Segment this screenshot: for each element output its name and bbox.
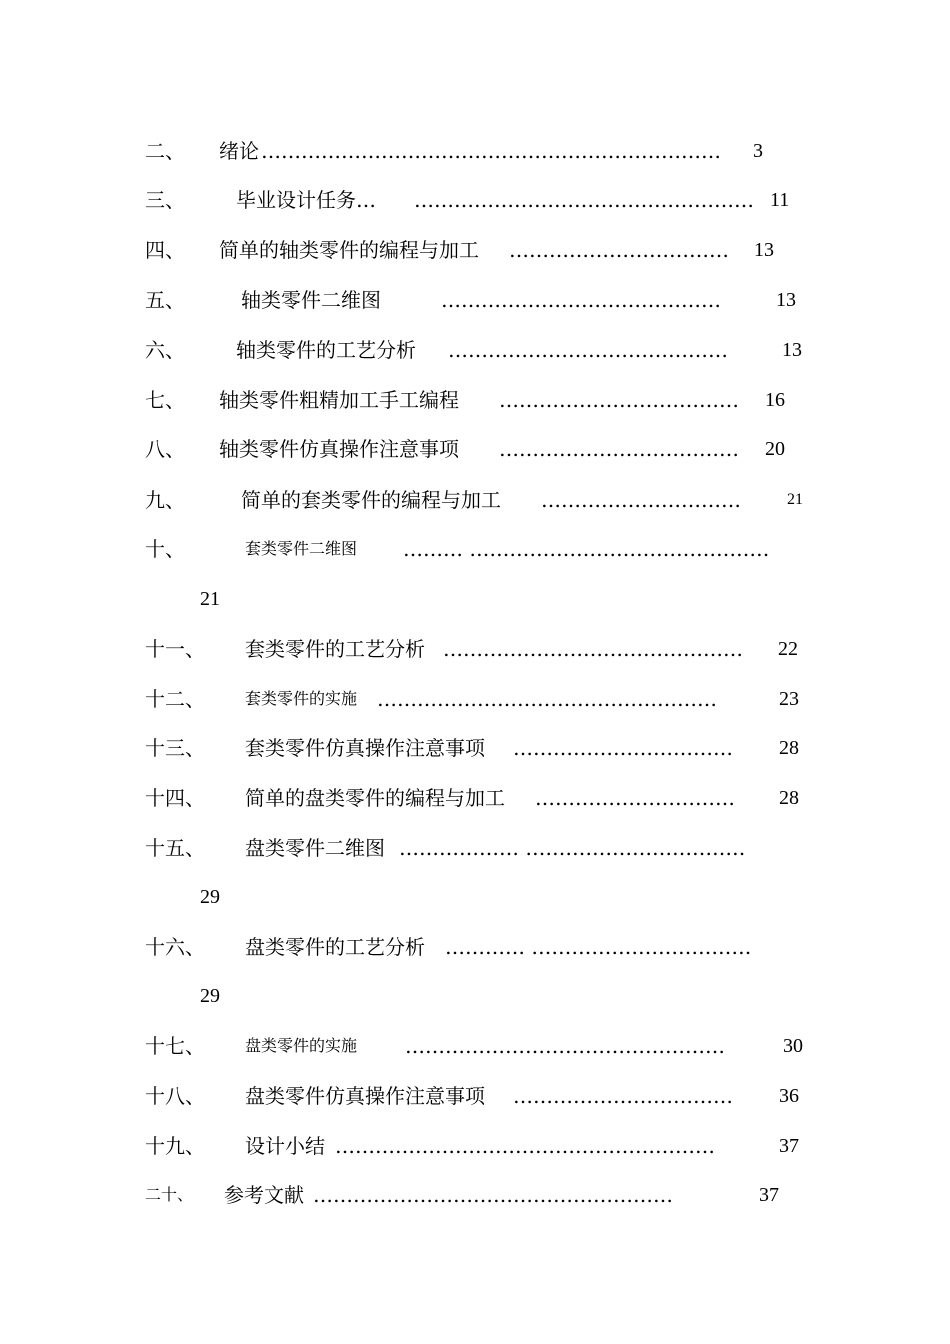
- toc-title: 设计小结: [245, 1134, 325, 1158]
- toc-entry: [145, 136, 775, 166]
- toc-leader: ……………………………………………………………: [261, 139, 721, 163]
- toc-title: 轴类零件粗精加工手工编程: [219, 388, 459, 412]
- toc-title: 轴类零件二维图: [241, 288, 381, 312]
- toc-entry: [145, 634, 810, 664]
- toc-entry: [145, 534, 810, 564]
- toc-leader: …………………………………………: [405, 1034, 725, 1058]
- toc-entry: [145, 1131, 810, 1161]
- toc-entry: [145, 485, 810, 515]
- toc-title: 套类零件的实施: [245, 689, 358, 708]
- toc-entry: [145, 1031, 810, 1061]
- toc-page: 13: [776, 289, 796, 311]
- toc-leader: ………………………………: [499, 437, 739, 461]
- toc-entry: [145, 335, 805, 365]
- toc-page: 22: [778, 638, 798, 660]
- toc-number: 六、: [145, 338, 185, 362]
- toc-leader: ……… ………………………………………: [403, 537, 770, 561]
- toc-title: 盘类零件的实施: [245, 1036, 358, 1055]
- toc-leader: ……………………………: [513, 1084, 733, 1108]
- toc-entry: [145, 434, 795, 464]
- toc-number: 十一、: [145, 637, 205, 661]
- toc-page: 28: [779, 737, 799, 759]
- toc-leader: ……………………………: [513, 736, 733, 760]
- toc-number: 八、: [145, 437, 185, 461]
- toc-title: 套类零件的工艺分析: [245, 637, 425, 661]
- toc-leader: ……………………………………: [448, 338, 728, 362]
- toc-entry: [145, 285, 805, 315]
- toc-number: 九、: [145, 488, 185, 512]
- toc-entry: [145, 1180, 790, 1210]
- toc-entry: [145, 235, 785, 265]
- toc-number: 十四、: [145, 786, 205, 810]
- toc-page: 36: [779, 1085, 799, 1107]
- toc-title: 盘类零件二维图: [245, 836, 385, 860]
- toc-entry: [145, 385, 795, 415]
- toc-title: 毕业设计任务…: [236, 188, 376, 212]
- toc-entry: [145, 684, 810, 714]
- toc-page: 11: [770, 189, 790, 211]
- toc-title: 简单的盘类零件的编程与加工: [245, 786, 505, 810]
- toc-entry: [145, 733, 810, 763]
- toc-page-continued: 29: [200, 886, 220, 908]
- toc-number: 二十、: [145, 1185, 194, 1204]
- toc-leader: ………………………………: [499, 388, 739, 412]
- toc-title: 盘类零件仿真操作注意事项: [245, 1084, 485, 1108]
- toc-title: 套类零件二维图: [245, 539, 358, 558]
- toc-page: 20: [765, 438, 785, 460]
- toc-page: 23: [779, 688, 799, 710]
- toc-leader: …………………………: [541, 488, 741, 512]
- toc-title: 轴类零件仿真操作注意事项: [219, 437, 459, 461]
- toc-number: 七、: [145, 388, 185, 412]
- toc-number: 十七、: [145, 1034, 205, 1058]
- toc-number: 五、: [145, 288, 185, 312]
- toc-page: 3: [753, 140, 763, 162]
- toc-leader: …………………………………………………: [335, 1134, 715, 1158]
- toc-entry: [145, 783, 810, 813]
- toc-number: 十二、: [145, 687, 205, 711]
- toc-number: 十三、: [145, 736, 205, 760]
- toc-number: 十五、: [145, 836, 205, 860]
- toc-number: 十九、: [145, 1134, 205, 1158]
- toc-page: 30: [783, 1035, 803, 1057]
- toc-page: 37: [779, 1135, 799, 1157]
- toc-leader: ………………………………………: [443, 637, 743, 661]
- toc-number: 十八、: [145, 1084, 205, 1108]
- toc-number: 四、: [145, 238, 185, 262]
- toc-number: 十、: [145, 537, 185, 561]
- toc-entry: [145, 833, 810, 863]
- toc-entry: [145, 185, 795, 215]
- toc-page: 28: [779, 787, 799, 809]
- toc-leader: ……………… ……………………………: [399, 836, 746, 860]
- toc-leader: ……………………………………………: [414, 188, 754, 212]
- toc-title: 套类零件仿真操作注意事项: [245, 736, 485, 760]
- toc-page: 16: [765, 389, 785, 411]
- toc-leader: ………………………………………………: [313, 1183, 673, 1207]
- toc-title: 盘类零件的工艺分析: [245, 935, 425, 959]
- toc-entry: [145, 932, 810, 962]
- toc-leader: ……………………………………………: [377, 687, 717, 711]
- toc-number: 三、: [145, 188, 185, 212]
- toc-page-continued: 21: [200, 588, 220, 610]
- toc-page: 21: [787, 491, 803, 508]
- toc-page: 13: [782, 339, 802, 361]
- toc-entry: [145, 1081, 810, 1111]
- toc-leader: ………… ……………………………: [445, 935, 752, 959]
- toc-title: 简单的轴类零件的编程与加工: [219, 238, 479, 262]
- toc-title: 绪论: [219, 139, 259, 163]
- toc-title: 简单的套类零件的编程与加工: [241, 488, 501, 512]
- toc-page: 37: [759, 1184, 779, 1206]
- toc-number: 二、: [145, 139, 185, 163]
- toc-page: 13: [754, 239, 774, 261]
- toc-leader: ……………………………: [509, 238, 729, 262]
- toc-leader: ……………………………………: [441, 288, 721, 312]
- toc-title: 参考文献: [224, 1183, 304, 1207]
- toc-leader: …………………………: [535, 786, 735, 810]
- toc-page-continued: 29: [200, 985, 220, 1007]
- toc-title: 轴类零件的工艺分析: [236, 338, 416, 362]
- toc-number: 十六、: [145, 935, 205, 959]
